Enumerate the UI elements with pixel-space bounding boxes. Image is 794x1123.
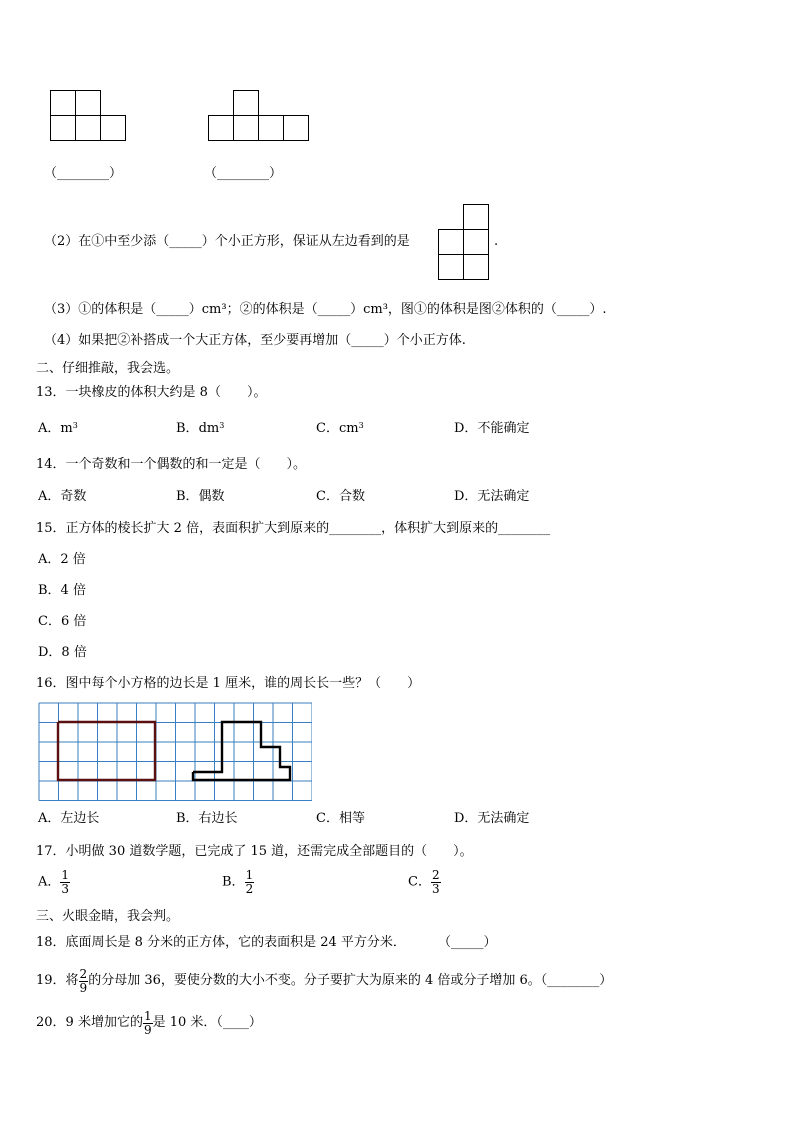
- q15-option-d[interactable]: D．8 倍: [38, 645, 87, 660]
- left-rectangle-shape: [58, 722, 155, 780]
- fraction: $\frac{1}{9}$: [143, 1008, 152, 1037]
- q16-option-c[interactable]: C．相等: [316, 811, 365, 826]
- figure-1: [50, 90, 130, 144]
- q14-option-c[interactable]: C．合数: [316, 489, 365, 504]
- q16-stem: 16．图中每个小方格的边长是 1 厘米，谁的周长长一些？（ ）: [36, 676, 421, 691]
- fraction: $\frac{1}{3}$: [61, 868, 70, 896]
- q17-stem: 17．小明做 30 道数学题，已完成了 15 道，还需完成全部题目的（ ）。: [36, 844, 473, 859]
- q14-stem: 14．一个奇数和一个偶数的和一定是（ ）。: [36, 457, 307, 472]
- section-2-title: 二、仔细推敲，我会选。: [36, 361, 180, 376]
- q13-option-c[interactable]: C．$cm^3$: [316, 421, 364, 436]
- figure-1-answer-blank[interactable]: （________）: [44, 166, 123, 181]
- q13-option-d[interactable]: D．不能确定: [454, 421, 530, 436]
- q15-stem: 15．正方体的棱长扩大 2 倍，表面积扩大到原来的________，体积扩大到原来的________: [36, 521, 551, 536]
- q2-text: （2）在①中至少添（_____）个小正方形，保证从左边看到的是: [44, 234, 410, 249]
- left-view-figure: [438, 204, 490, 282]
- q16-option-b[interactable]: B．右边长: [176, 811, 238, 826]
- q13-option-a[interactable]: A．$m^3$: [38, 421, 78, 436]
- figure-2-answer-blank[interactable]: （________）: [204, 166, 283, 181]
- q14-option-a[interactable]: A．奇数: [38, 489, 87, 504]
- fraction: $\frac{2}{3}$: [431, 868, 440, 896]
- q18-text: 18．底面周长是 8 分米的正方体，它的表面积是 24 平方分米． （_____）: [36, 935, 497, 950]
- q17-option-b[interactable]: B． $\frac{1}{2}$: [222, 868, 254, 896]
- question-4-text: （4）如果把②补搭成一个大正方体，至少要再增加（_____）个小正方体.: [44, 333, 466, 348]
- q2-tail: .: [494, 234, 499, 249]
- grid-lines: [39, 703, 312, 801]
- q13-option-b[interactable]: B．$dm^3$: [176, 421, 225, 436]
- q15-option-b[interactable]: B．4 倍: [38, 583, 86, 598]
- q13-stem: 13．一块橡皮的体积大约是 8（ ）。: [36, 385, 267, 400]
- q17-option-c[interactable]: C． $\frac{2}{3}$: [408, 868, 440, 896]
- fraction: $\frac{2}{9}$: [79, 966, 88, 995]
- figure-2: [208, 90, 314, 144]
- right-irregular-shape: [193, 722, 290, 780]
- q18-answer-blank[interactable]: （_____）: [438, 935, 497, 950]
- perimeter-grid-figure: [38, 702, 312, 802]
- section-3-title: 三、火眼金睛，我会判。: [36, 909, 180, 924]
- q20-text: 20．9 米增加它的 $\frac{1}{9}$ 是 10 米．（____）: [36, 1008, 262, 1037]
- q17-option-a[interactable]: A． $\frac{1}{3}$: [38, 868, 70, 896]
- q15-option-a[interactable]: A．2 倍: [38, 552, 86, 567]
- question-3-text: （3）①的体积是（_____）cm³；②的体积是（_____）cm³，图①的体积是图②体积的（_____）.: [44, 302, 607, 317]
- q14-option-b[interactable]: B．偶数: [176, 489, 225, 504]
- q16-option-d[interactable]: D．无法确定: [454, 811, 530, 826]
- fraction: $\frac{1}{2}$: [245, 868, 254, 896]
- q16-option-a[interactable]: A．左边长: [38, 811, 100, 826]
- q19-text: 19．将 $\frac{2}{9}$ 的分母加 36，要使分数的大小不变。分子要扩大为原来的 4 倍或分子增加 6。（________）: [36, 966, 613, 995]
- q15-option-c[interactable]: C．6 倍: [38, 614, 87, 629]
- q14-option-d[interactable]: D．无法确定: [454, 489, 530, 504]
- question-2-text: [44, 234, 410, 250]
